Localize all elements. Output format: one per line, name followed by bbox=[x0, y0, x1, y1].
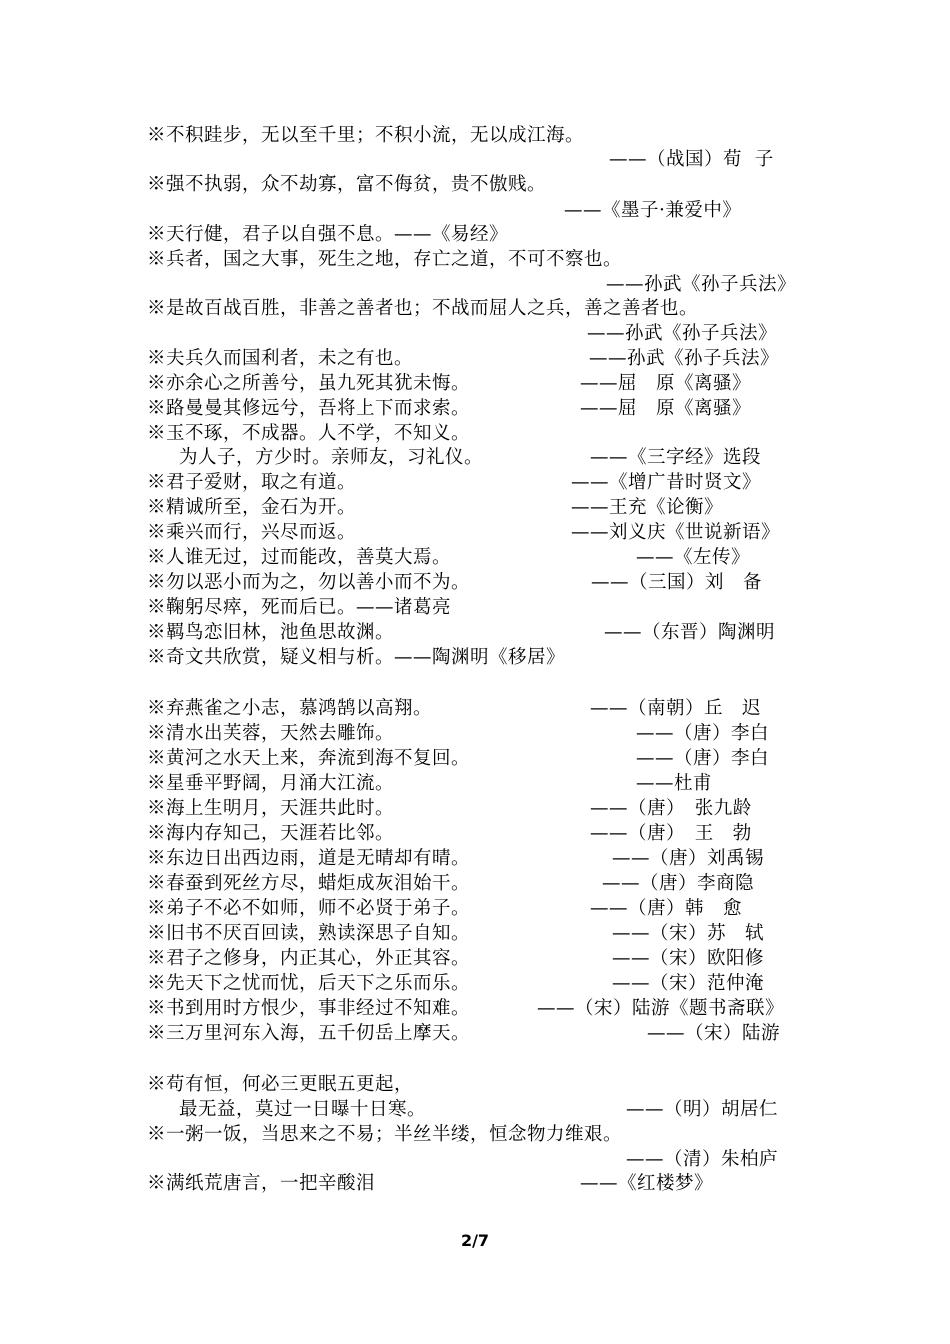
quote-source: ——《红楼梦》 bbox=[580, 1173, 714, 1194]
quote-source: ——（宋）苏 轼 bbox=[612, 923, 765, 944]
quote-line: 最无益，莫过一日曝十日寒。 bbox=[179, 1099, 427, 1120]
quote-source: ——屈 原《离骚》 bbox=[580, 398, 752, 419]
quote-line: ※鞠躬尽瘁，死而后已。——诸葛亮 bbox=[147, 597, 452, 618]
quote-source: ——（东晋）陶渊明 bbox=[604, 622, 776, 643]
quote-source: ——《墨子·兼爱中》 bbox=[564, 200, 742, 221]
quote-line: ※玉不琢，不成器。人不学，不知义。 bbox=[147, 423, 471, 444]
quote-line: ※弃燕雀之小志，慕鸿鹄以高翔。 bbox=[147, 698, 433, 719]
quote-line: ※书到用时方恨少，事非经过不知难。 bbox=[147, 998, 471, 1019]
quote-source: ——（三国）刘 备 bbox=[591, 572, 763, 593]
quote-line: ※弟子不必不如师，师不必贤于弟子。 bbox=[147, 898, 471, 919]
quote-source: ——王充《论衡》 bbox=[571, 497, 724, 518]
quote-source: ——（宋）陆游《题书斋联》 bbox=[537, 998, 785, 1019]
quote-line: ※君子之修身，内正其心，外正其容。 bbox=[147, 948, 471, 969]
quote-source: ——刘义庆《世说新语》 bbox=[571, 522, 781, 543]
quote-line: ※满纸荒唐言，一把辛酸泪 bbox=[147, 1173, 376, 1194]
quote-source: ——（唐）李商隐 bbox=[602, 873, 755, 894]
quote-line: ※不积跬步，无以至千里；不积小流，无以成江海。 bbox=[147, 125, 585, 146]
quote-line: ※旧书不厌百回读，熟读深思子自知。 bbox=[147, 923, 471, 944]
quote-source: ——孙武《孙子兵法》 bbox=[587, 323, 778, 344]
quote-line: ※天行健，君子以自强不息。——《易经》 bbox=[147, 224, 509, 245]
quote-source: ——《增广昔时贤文》 bbox=[571, 472, 762, 493]
quote-source: ——（清）朱柏庐 bbox=[626, 1149, 779, 1170]
page-number: 2/7 bbox=[460, 1231, 490, 1250]
quote-line: ※兵者，国之大事，死生之地，存亡之道，不可不察也。 bbox=[147, 249, 623, 270]
quote-line: ※星垂平野阔，月涌大江流。 bbox=[147, 773, 395, 794]
quote-source: ——（宋）陆游 bbox=[647, 1023, 781, 1044]
quote-source: ——孙武《孙子兵法》 bbox=[606, 274, 797, 295]
quote-source: ——（南朝）丘 迟 bbox=[590, 698, 762, 719]
quote-source: ——杜甫 bbox=[636, 773, 713, 794]
quote-line: ※勿以恶小而为之，勿以善小而不为。 bbox=[147, 572, 471, 593]
quote-source: ——孙武《孙子兵法》 bbox=[589, 348, 780, 369]
quote-line: ※是故百战百胜，非善之善者也；不战而屈人之兵，善之善者也。 bbox=[147, 298, 699, 319]
quote-line: ※亦余心之所善兮，虽九死其犹未悔。 bbox=[147, 373, 471, 394]
quote-line: ※君子爱财，取之有道。 bbox=[147, 472, 357, 493]
quote-line: ※人谁无过，过而能改，善莫大焉。 bbox=[147, 547, 452, 568]
quote-source: ——（宋）欧阳修 bbox=[612, 948, 765, 969]
quote-line: ※路曼曼其修远兮，吾将上下而求索。 bbox=[147, 398, 471, 419]
quote-source: ——屈 原《离骚》 bbox=[580, 373, 752, 394]
quote-source: ——《左传》 bbox=[636, 547, 751, 568]
quote-line: ※春蚕到死丝方尽，蜡炬成灰泪始干。 bbox=[147, 873, 471, 894]
quote-line: ※夫兵久而国利者，未之有也。 bbox=[147, 348, 414, 369]
quote-line: ※强不执弱，众不劫寡，富不侮贫，贵不傲贱。 bbox=[147, 174, 547, 195]
quote-line: ※清水出芙蓉，天然去雕饰。 bbox=[147, 723, 395, 744]
quote-line: ※海上生明月，天涯共此时。 bbox=[147, 798, 395, 819]
quote-source: ——（唐）李白 bbox=[636, 723, 770, 744]
quote-line: 为人子，方少时。亲师友，习礼仪。 bbox=[179, 447, 484, 468]
quote-line: ※羁鸟恋旧林，池鱼思故渊。 bbox=[147, 622, 395, 643]
quote-source: ——（唐） 王 勃 bbox=[590, 823, 752, 844]
quote-line: ※东边日出西边雨，道是无晴却有晴。 bbox=[147, 848, 471, 869]
quote-source: ——（明）胡居仁 bbox=[626, 1099, 779, 1120]
quote-line: ※一粥一饭，当思来之不易；半丝半缕，恒念物力维艰。 bbox=[147, 1124, 623, 1145]
quote-line: ※海内存知己，天涯若比邻。 bbox=[147, 823, 395, 844]
quote-source: ——（战国）荀 子 bbox=[609, 149, 774, 170]
quote-source: ——（唐）刘禹锡 bbox=[612, 848, 765, 869]
quote-source: ——（唐） 张九龄 bbox=[590, 798, 752, 819]
quote-source: ——（唐）韩 愈 bbox=[590, 898, 743, 919]
quote-line: ※精诚所至，金石为开。 bbox=[147, 497, 357, 518]
quote-line: ※三万里河东入海，五千仞岳上摩天。 bbox=[147, 1023, 471, 1044]
quote-source: ——（宋）范仲淹 bbox=[612, 973, 765, 994]
quote-line: ※先天下之忧而忧，后天下之乐而乐。 bbox=[147, 973, 471, 994]
quote-source: ——（唐）李白 bbox=[636, 748, 770, 769]
quote-line: ※奇文共欣赏，疑义相与析。——陶渊明《移居》 bbox=[147, 647, 566, 668]
quote-source: ——《三字经》选段 bbox=[590, 447, 762, 468]
quote-line: ※黄河之水天上来，奔流到海不复回。 bbox=[147, 748, 471, 769]
quote-line: ※苟有恒，何必三更眠五更起， bbox=[147, 1074, 414, 1095]
quote-line: ※乘兴而行，兴尽而返。 bbox=[147, 522, 357, 543]
